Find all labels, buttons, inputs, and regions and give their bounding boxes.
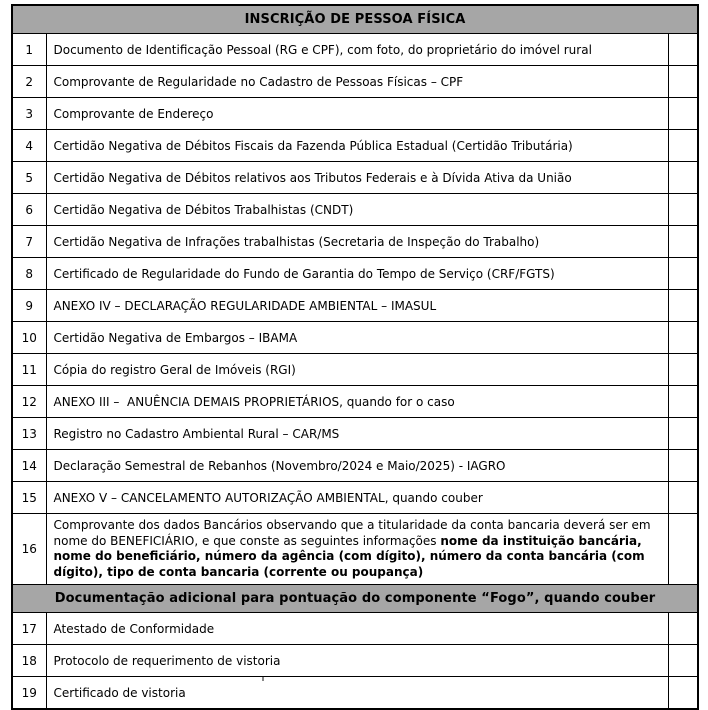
row-number: 7 [12,226,46,258]
check-cell [668,194,698,226]
row-description: ANEXO V – CANCELAMENTO AUTORIZAÇÃO AMBIENTAL, quando couber [46,482,668,514]
table-row [12,482,698,514]
table-row [12,98,698,130]
table-row [12,290,698,322]
row-description [46,514,668,585]
check-cell [668,226,698,258]
table-row [12,322,698,354]
check-cell [668,98,698,130]
table-row [12,645,698,677]
check-cell [668,354,698,386]
row-description: Comprovante de Regularidade no Cadastro de Pessoas Físicas – CPF [46,66,668,98]
table-row [12,258,698,290]
table-title: INSCRIÇÃO DE PESSOA FÍSICA [12,5,698,34]
row-number: 3 [12,98,46,130]
fogo-section-title: Documentação adicional para pontuação do componente “Fogo”, quando couber [12,585,698,613]
table-row [12,34,698,66]
row-number: 18 [12,645,46,677]
row-number: 2 [12,66,46,98]
bank-details-text-normal: Comprovante dos dados Bancários observando que a titularidade da conta bancaria deverá ser em nome do BENEFICIÁRIO, e que conste as seguintes informações [53,518,655,548]
row-number: 15 [12,482,46,514]
table-header-row [12,5,698,34]
check-cell [668,66,698,98]
table-row [12,386,698,418]
row-description: Atestado de Conformidade [46,613,668,645]
row-number: 10 [12,322,46,354]
check-cell [668,290,698,322]
row-number: 8 [12,258,46,290]
bank-details-text-bold: nome da instituição bancária, nome do beneficiário, número da agência (com dígito), número da conta bancária (com dígito), tipo de conta bancaria (corrente ou poupança) [53,533,649,579]
row-number: 6 [12,194,46,226]
check-cell [668,258,698,290]
check-cell [668,645,698,677]
row-description: Cópia do registro Geral de Imóveis (RGI) [46,354,668,386]
row-description: Protocolo de requerimento de vistoria [46,645,668,677]
row-description: Documento de Identificação Pessoal (RG e CPF), com foto, do proprietário do imóvel rural [46,34,668,66]
row-number: 4 [12,130,46,162]
table-row [12,226,698,258]
table-row [12,162,698,194]
check-cell [668,677,698,710]
row-number: 9 [12,290,46,322]
table-row [12,194,698,226]
table-row [12,613,698,645]
row-description: Certidão Negativa de Débitos relativos aos Tributos Federais e à Dívida Ativa da União [46,162,668,194]
check-cell [668,450,698,482]
row-description: Certidão Negativa de Débitos Fiscais da Fazenda Pública Estadual (Certidão Tributária) [46,130,668,162]
table-row [12,66,698,98]
row-description: Certificado de vistoria [46,677,668,710]
row-description: Certidão Negativa de Débitos Trabalhistas (CNDT) [46,194,668,226]
row-description: Certidão Negativa de Embargos – IBAMA [46,322,668,354]
row-description: Declaração Semestral de Rebanhos (Novembro/2024 e Maio/2025) - IAGRO [46,450,668,482]
check-cell [668,130,698,162]
check-cell [668,162,698,194]
table-row [12,418,698,450]
table-row [12,450,698,482]
check-cell [668,34,698,66]
row-description: Registro no Cadastro Ambiental Rural – CAR/MS [46,418,668,450]
row-description: Certificado de Regularidade do Fundo de Garantia do Tempo de Serviço (CRF/FGTS) [46,258,668,290]
row-number: 16 [12,514,46,585]
row-description: Certidão Negativa de Infrações trabalhistas (Secretaria de Inspeção do Trabalho) [46,226,668,258]
row-number: 17 [12,613,46,645]
row-number: 19 [12,677,46,710]
fogo-section-header-row [12,585,698,613]
table-row-bank-details [12,514,698,585]
check-cell [668,613,698,645]
row-number: 14 [12,450,46,482]
table-row [12,130,698,162]
row-description: ANEXO III – ANUÊNCIA DEMAIS PROPRIETÁRIOS, quando for o caso [46,386,668,418]
check-cell [668,482,698,514]
row-number: 1 [12,34,46,66]
check-cell [668,514,698,585]
row-number: 12 [12,386,46,418]
row-number: 5 [12,162,46,194]
check-cell [668,322,698,354]
check-cell [668,386,698,418]
page-artifact-mark [262,677,264,681]
row-description: Comprovante de Endereço [46,98,668,130]
row-number: 13 [12,418,46,450]
row-number: 11 [12,354,46,386]
inscription-checklist-table [11,4,699,710]
table-row [12,677,698,710]
check-cell [668,418,698,450]
table-row [12,354,698,386]
row-description: ANEXO IV – DECLARAÇÃO REGULARIDADE AMBIENTAL – IMASUL [46,290,668,322]
